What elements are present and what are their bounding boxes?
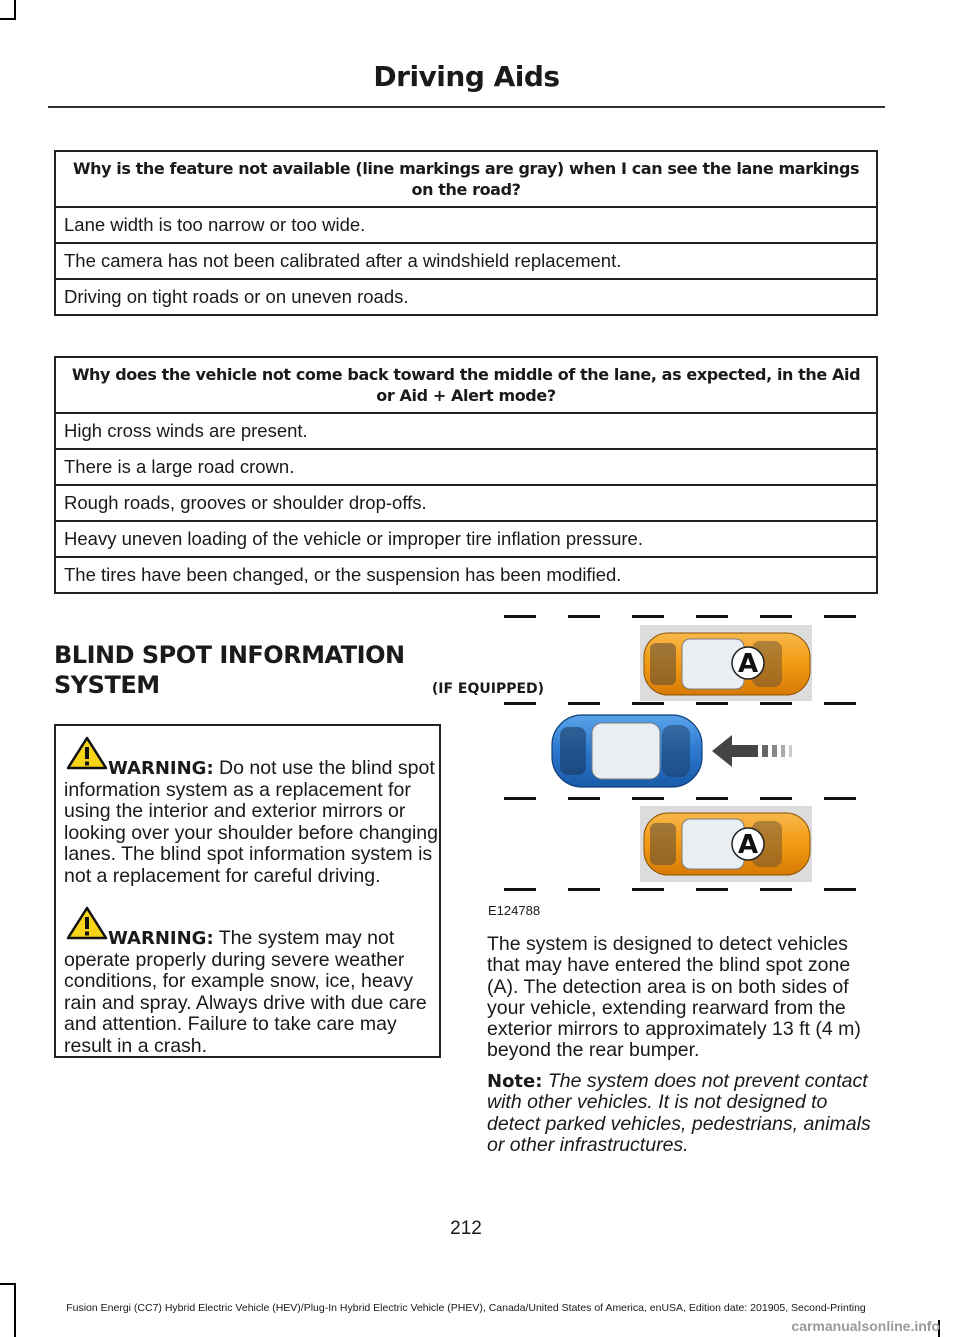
section-title-tag: (IF EQUIPPED)	[431, 681, 545, 697]
section-title	[54, 640, 544, 704]
warning-box	[54, 724, 441, 1058]
crop-mark	[0, 1283, 16, 1285]
crop-mark	[0, 18, 16, 20]
footer-text: Fusion Energi (CC7) Hybrid Electric Vehicle (HEV)/Plug-In Hybrid Electric Vehicle (PHEV), Canada/United States of America, enUSA, Edition date: 201905, Second-Printing	[66, 1302, 866, 1314]
note-label: Note:	[487, 1071, 543, 1092]
warning-label: WARNING:	[108, 928, 214, 949]
orange-car	[644, 633, 810, 695]
page-title: Driving Aids	[373, 60, 560, 93]
warning-text: The system may not operate properly during severe weather conditions, for example snow, ice, heavy rain and spray. Always drive with due care and attention. Failure to take care may result in a crash.	[64, 927, 427, 1057]
blind-spot-diagram	[500, 605, 860, 895]
faq-question: Why is the feature not available (line markings are gray) when I can see the lane markings on the road?	[55, 151, 877, 207]
warning-paragraph	[64, 924, 440, 1057]
faq-answer-row: Driving on tight roads or on uneven roads.	[55, 279, 877, 315]
warning-text: Do not use the blind spot information system as a replacement for using the interior and exterior mirrors or looking over your shoulder before changing lanes. The blind spot information system is not a replacement for careful driving.	[64, 757, 438, 887]
page-number: 212	[450, 1218, 482, 1239]
faq-answer-row: The tires have been changed, or the suspension has been modified.	[55, 557, 877, 593]
warning-paragraph	[64, 754, 440, 887]
faq-answer-row: There is a large road crown.	[55, 449, 877, 485]
note-text: The system does not prevent contact with other vehicles. It is not designed to detect parked vehicles, pedestrians, animals or other infrastructures.	[487, 1070, 871, 1156]
approach-arrow-icon	[712, 735, 792, 767]
figure-code: E124788	[488, 903, 541, 918]
faq-answer-row: Heavy uneven loading of the vehicle or improper tire inflation pressure.	[55, 521, 877, 557]
crop-mark	[14, 0, 16, 20]
faq-answer-row: High cross winds are present.	[55, 413, 877, 449]
zone-label: A	[737, 830, 759, 860]
orange-car	[644, 813, 810, 875]
faq-table-vehicle-not-centering	[54, 356, 878, 594]
faq-answer-row: Rough roads, grooves or shoulder drop-offs.	[55, 485, 877, 521]
faq-answer-row: The camera has not been calibrated after a windshield replacement.	[55, 243, 877, 279]
faq-question: Why does the vehicle not come back toward the middle of the lane, as expected, in the Aid or Aid + Alert mode?	[55, 357, 877, 413]
faq-table-feature-unavailable	[54, 150, 878, 316]
section-title-text: BLIND SPOT INFORMATION SYSTEM	[54, 641, 405, 699]
zone-label: A	[737, 649, 759, 679]
warning-label: WARNING:	[108, 758, 214, 779]
body-paragraph: The system is designed to detect vehicles that may have entered the blind spot zone (A). The detection area is on both sides of your vehicle, extending rearward from the exterior mirrors to approximately 13 ft (4 m) beyond the rear bumper.	[487, 933, 861, 1062]
header-rule	[48, 106, 885, 108]
note-paragraph	[487, 1071, 882, 1156]
blue-car	[552, 715, 702, 787]
faq-answer-row: Lane width is too narrow or too wide.	[55, 207, 877, 243]
watermark: carmanualsonline.info	[791, 1318, 940, 1334]
